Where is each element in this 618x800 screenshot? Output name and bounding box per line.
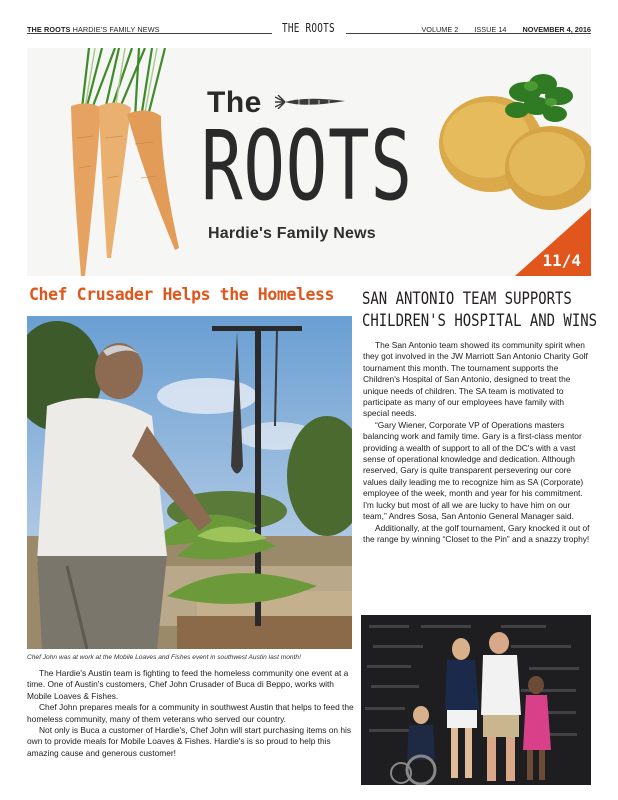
left-article-headline: Chef Crusader Helps the Homeless	[29, 285, 335, 304]
masthead-the: The	[207, 86, 262, 119]
right-headline-line2: CHILDREN'S HOSPITAL AND WINS	[362, 311, 597, 331]
right-paragraph: “Gary Wiener, Corporate VP of Operations masters balancing work and family time. Gary is a first-class mentor providing a wealth of support to all of the DC's with a vast sense of operational knowledge and dedication. Although reserved, Gary is quite transparent persevering our core values daily leading me to recognize him as SA (Corporate) employee of the week, month and year for his commitment. I'm lucky but most of all we are lucky to have him on our team,” Andres Sosa, San Antonio General Manager said.	[363, 419, 584, 522]
left-paragraph: The Hardie's Austin team is fighting to feed the homeless community one event at a time. One of Austin's customers, Chef John Crusader of Buca di Beppo, works with Mobile Loaves & Fishes.	[27, 668, 349, 701]
right-paragraph: Additionally, at the golf tournament, Gary knocked it out of the range by winning “Closet to the Pin” and a snazzy trophy!	[363, 522, 590, 544]
left-paragraph: Chef John prepares meals for a community in southwest Austin that helps to feed the homeless community, many of them veterans who served our country.	[27, 702, 354, 724]
right-paragraph: The San Antonio team showed its community spirit when they got involved in the JW Marriott San Antonio Charity Golf tournament this month. The tournament supports the Children's Hospital of San Antonio, designed to treat the unique needs of children. The SA team is motivated to participate as many of our employees have family with special needs.	[363, 340, 588, 419]
volume-label: VOLUME 2	[421, 25, 459, 34]
header-brand: THE ROOTS HARDIE'S FAMILY NEWS	[27, 25, 160, 34]
issue-label: ISSUE 14	[474, 25, 507, 34]
header-meta	[407, 25, 591, 34]
right-headline-line1: SAN ANTONIO TEAM SUPPORTS	[362, 289, 572, 309]
golf-team-photo	[361, 615, 591, 785]
carrots-illustration	[27, 48, 202, 276]
date-tab-label: 11/4	[542, 251, 581, 270]
header-rule-left	[27, 33, 272, 34]
date-tab	[515, 208, 591, 276]
left-article-body	[27, 668, 354, 759]
issue-date: NOVEMBER 4, 2016	[522, 25, 591, 34]
chef-photo	[27, 316, 352, 649]
masthead	[27, 48, 591, 276]
right-article-body	[363, 340, 591, 545]
top-header	[27, 18, 591, 40]
masthead-subtitle: Hardie's Family News	[208, 225, 376, 242]
carrot-icon	[275, 95, 349, 109]
potatoes-illustration	[439, 56, 591, 216]
masthead-roots: ROOTS	[201, 110, 413, 222]
left-paragraph: Not only is Buca a customer of Hardie's, Chef John will start purchasing items on his own to provide meals for Mobile Loaves & Fishes. Hardie's is so proud to help this amazing cause and generous customer!	[27, 725, 352, 758]
header-center-title: THE ROOTS	[282, 21, 335, 35]
right-article-headline	[362, 288, 608, 332]
photo-caption: Chef John was at work at the Mobile Loaves and Fishes event in southwest Austin last month!	[27, 654, 301, 661]
